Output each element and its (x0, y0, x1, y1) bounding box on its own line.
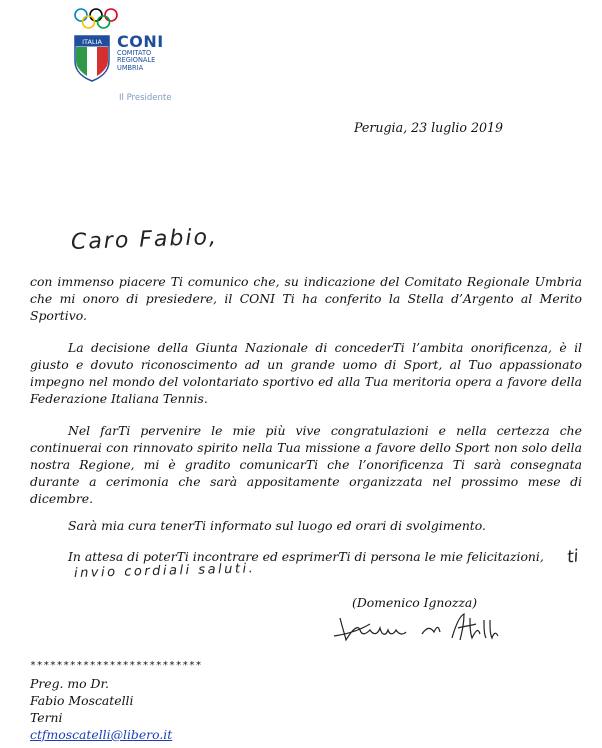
coni-logo (70, 6, 190, 98)
letter-date: Perugia, 23 luglio 2019 (354, 120, 504, 135)
org-line: REGIONALE (117, 56, 156, 65)
signatory-name: (Domenico Ignozza) (352, 595, 478, 610)
separator-line: ************************** (30, 660, 203, 671)
italy-shield-icon (74, 35, 110, 82)
country-label: ITALIA (82, 38, 102, 46)
paragraph-3: Nel farTi pervenire le mie più vive congratulazioni e nella certezza che continuerai con rinnovato spirito nella Tua missione a favore dello Sport non solo della nostra Regione, mi è gradito comunicarTi che l’onorificenza Ti sarà consegnata durante a cerimonia che sarà appositamente organizzata nel prossimo mese di dicembre. (30, 423, 582, 506)
office-title: Il Presidente (119, 93, 172, 103)
paragraph-5: In attesa di poterTi incontrare ed esprimerTi di persona le mie felicitazioni, (68, 549, 544, 564)
brand-name: CONI (117, 32, 164, 51)
paragraph-1: con immenso piacere Ti comunico che, su indicazione del Comitato Regionale Umbria che mi onoro di presiedere, il CONI Ti ha conferito la Stella d’Argento al Merito Sportivo. (30, 274, 582, 323)
handwritten-signature (330, 610, 500, 646)
paragraph-4: Sarà mia cura tenerTi informato sul luogo ed orari di svolgimento. (68, 518, 486, 533)
olympic-rings-icon (73, 7, 119, 31)
recipient-name: Fabio Moscatelli (30, 693, 134, 708)
handwritten-greeting: Caro Fabio, (70, 224, 219, 255)
org-name (117, 50, 155, 72)
org-line: UMBRIA (117, 63, 144, 72)
org-line: COMITATO (117, 49, 152, 57)
recipient-city: Terni (30, 710, 63, 725)
handwritten-closing-b: invio cordiali saluti. (73, 561, 256, 581)
recipient-email-link[interactable]: ctfmoscatelli@libero.it (30, 727, 173, 742)
handwritten-closing-a: ti (565, 546, 580, 568)
recipient-title: Preg. mo Dr. (30, 676, 109, 691)
paragraph-2: La decisione della Giunta Nazionale di concederTi l’ambita onorificenza, è il giusto e dovuto riconoscimento ad un grande uomo di Sport, al Tuo appassionato impegno nel mondo del volontariato sportivo ed alla Tua meritoria opera a favore della Federazione Italiana Tennis. (30, 340, 582, 406)
